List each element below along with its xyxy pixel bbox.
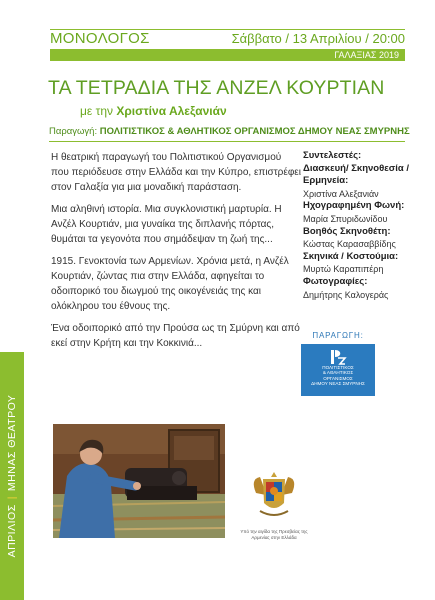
embassy-emblem [239,469,309,540]
performer-name: Χριστίνα Αλεξανιάν [116,104,227,118]
sponsor-block [301,331,375,396]
production-line [49,126,410,137]
credits-heading: Συντελεστές: [303,150,362,161]
month-sidebar [0,352,24,600]
sidebar-theme: ΜΗΝΑΣ ΘΕΑΤΡΟΥ [6,394,18,492]
armenian-coat-of-arms-icon [248,469,300,521]
sidebar-separator: | [6,496,18,500]
organization-logo-icon [328,349,348,365]
sponsor-label: ΠΑΡΑΓΩΓΗ: [312,331,364,340]
credit-name: Χριστίνα Αλεξανιάν [303,188,379,199]
credit-name: Μαρία Σπυριδωνίδου [303,213,388,224]
venue-year: ΓΑΛΑΞΙΑΣ 2019 [334,50,399,60]
credit-role: Διασκευή/ Σκηνοθεσία / Ερμηνεία: [303,162,410,187]
credit-role: Σκηνικά / Κοστούμια: [303,250,399,262]
credit-name: Μυρτώ Καραπιπέρη [303,264,384,275]
header-divider [49,141,405,142]
event-category: ΜΟΝΟΛΟΓΟΣ [50,30,150,47]
logo-line: ΔΗΜΟΥ ΝΕΑΣ ΣΜΥΡΝΗΣ [311,381,365,387]
production-organization: ΠΟΛΙΤΙΣΤΙΚΟΣ & ΑΘΛΗΤΙΚΟΣ ΟΡΓΑΝΙΣΜΟΣ ΔΗΜΟΥ ΝΕΑΣ ΣΜΥΡΝΗΣ [99,126,410,137]
description-paragraph-1: Η θεατρική παραγωγή του Πολιτιστικού Οργανισμού που περιόδευσε στην Ελλάδα και την Κύπρο, επιστρέφει στον Γαλαξία για μια μοναδική παράσταση. [51,152,301,193]
performer-at-sewing-machine-image [53,424,225,538]
performer-prefix: με την [80,104,114,118]
production-label: Παραγωγή: [49,126,98,137]
event-date-time: Σάββατο / 13 Απριλίου / 20:00 [231,31,405,46]
municipality-organization-logo [301,344,375,396]
credit-name: Δημήτρης Καλογεράς [303,289,389,300]
description-paragraph-3: 1915. Γενοκτονία των Αρμενίων. Χρόνια μετά, η Ανζέλ Κουρτιάν, ζώντας πια στην Ελλάδα, αφηγείται το οδοιπορικό του διωγμού της οικογένειάς της και ολόκληρου του έθνους της. [51,256,289,312]
credit-role: Ηχογραφημένη Φωνή: [303,200,405,212]
show-title: ΤΑ ΤΕΤΡΑΔΙΑ ΤΗΣ ΑΝΖΕΛ ΚΟΥΡΤΙΑΝ [48,77,385,99]
sidebar-label [6,395,18,558]
credit-role: Βοηθός Σκηνοθέτη: [303,225,391,237]
performer-photo [53,424,225,538]
logo-line: ΟΡΓΑΝΙΣΜΟΣ [323,375,353,381]
description [51,150,301,358]
credit-name: Κώστας Καρασαββίδης [303,239,396,250]
logo-line: & ΑΘΛΗΤΙΚΟΣ [322,370,354,376]
header-bar [50,49,405,61]
credits-list [303,150,431,301]
description-paragraph-2: Μια αληθινή ιστορία. Μια συγκλονιστική μαρτυρία. Η Ανζέλ Κουρτιάν, μια γυναίκα της διπλανής πόρτας, θυμάται τα γεγονότα που σημάδεψαν τη ζωή της... [51,204,282,245]
performer-line [80,104,227,118]
emblem-caption: Υπό την αιγίδα της Πρεσβείας της Αρμενίας στην Ελλάδα [240,529,308,540]
description-paragraph-4: Ένα οδοιπορικό από την Προύσα ως τη Σμύρνη και από εκεί στην Κρήτη και την Κοκκινιά... [51,323,300,349]
logo-line: ΠΟΛΙΤΙΣΤΙΚΟΣ [322,365,354,370]
sidebar-month: ΑΠΡΙΛΙΟΣ [6,504,18,558]
credit-role: Φωτογραφίες: [303,275,368,287]
